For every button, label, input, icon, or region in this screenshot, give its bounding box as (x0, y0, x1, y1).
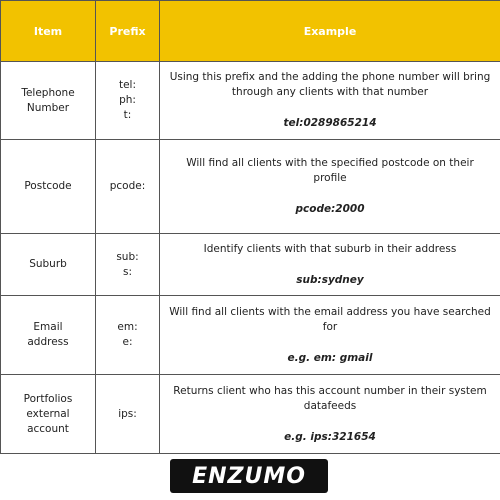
description-text: Returns client who has this account number in their system datafeeds (173, 384, 487, 412)
prefix-cell (96, 296, 160, 375)
prefix-text: e: (122, 336, 133, 348)
item-cell (1, 375, 96, 454)
item-text: Email (33, 321, 63, 333)
table-row-portfolios (1, 375, 500, 454)
example-text: tel:0289865214 (283, 117, 377, 129)
example-cell (160, 234, 500, 296)
description-text: Using this prefix and the adding the phone number will bring through any clients with that number (169, 71, 491, 98)
enzumo-logo (170, 459, 328, 493)
item-text: Number (26, 101, 70, 114)
item-text: address (27, 336, 69, 348)
item-cell (1, 296, 96, 375)
prefix-cell (96, 140, 160, 234)
example-text: pcode:2000 (295, 203, 365, 215)
item-text: Portfolios (23, 392, 73, 405)
example-cell (160, 375, 500, 454)
example-text: e.g. em: gmail (287, 351, 373, 364)
table-row-postcode (1, 140, 500, 234)
prefix-text: s: (122, 265, 132, 278)
description-text: Identify clients with that suburb in their address (203, 242, 457, 255)
example-text: e.g. ips:321654 (284, 430, 376, 443)
item-text: account (27, 422, 69, 435)
table-row-email (1, 296, 500, 375)
example-cell (160, 62, 500, 140)
header-example: Example (160, 1, 500, 62)
item-cell (1, 234, 96, 296)
example-cell (160, 140, 500, 234)
header-item: Item (1, 1, 96, 62)
table-row-suburb (1, 234, 500, 296)
item-text: Suburb (29, 258, 67, 270)
item-text: Telephone (21, 86, 75, 99)
item-cell (1, 62, 96, 140)
logo-text: ENZUMO (192, 463, 306, 489)
table-row-telephone (1, 62, 500, 140)
prefix-cell (96, 375, 160, 454)
item-cell (1, 140, 96, 234)
prefix-text: t: (123, 109, 132, 121)
prefix-text: em: (117, 321, 138, 333)
item-text: external (26, 407, 70, 420)
description-text: Will find all clients with the specified postcode on their profile (186, 157, 474, 184)
prefix-text: ips: (118, 407, 137, 420)
prefix-cell (96, 62, 160, 140)
example-text: sub:sydney (296, 273, 364, 286)
description-text: Will find all clients with the email address you have searched for (169, 305, 491, 333)
header-prefix: Prefix (96, 1, 160, 62)
prefix-text: ph: (119, 94, 136, 106)
prefix-text: sub: (116, 250, 139, 263)
prefix-text: tel: (118, 79, 137, 91)
prefix-text: pcode: (109, 180, 146, 192)
item-text: Postcode (24, 180, 72, 192)
example-cell (160, 296, 500, 375)
table-header-row (1, 1, 500, 62)
prefix-cell (96, 234, 160, 296)
